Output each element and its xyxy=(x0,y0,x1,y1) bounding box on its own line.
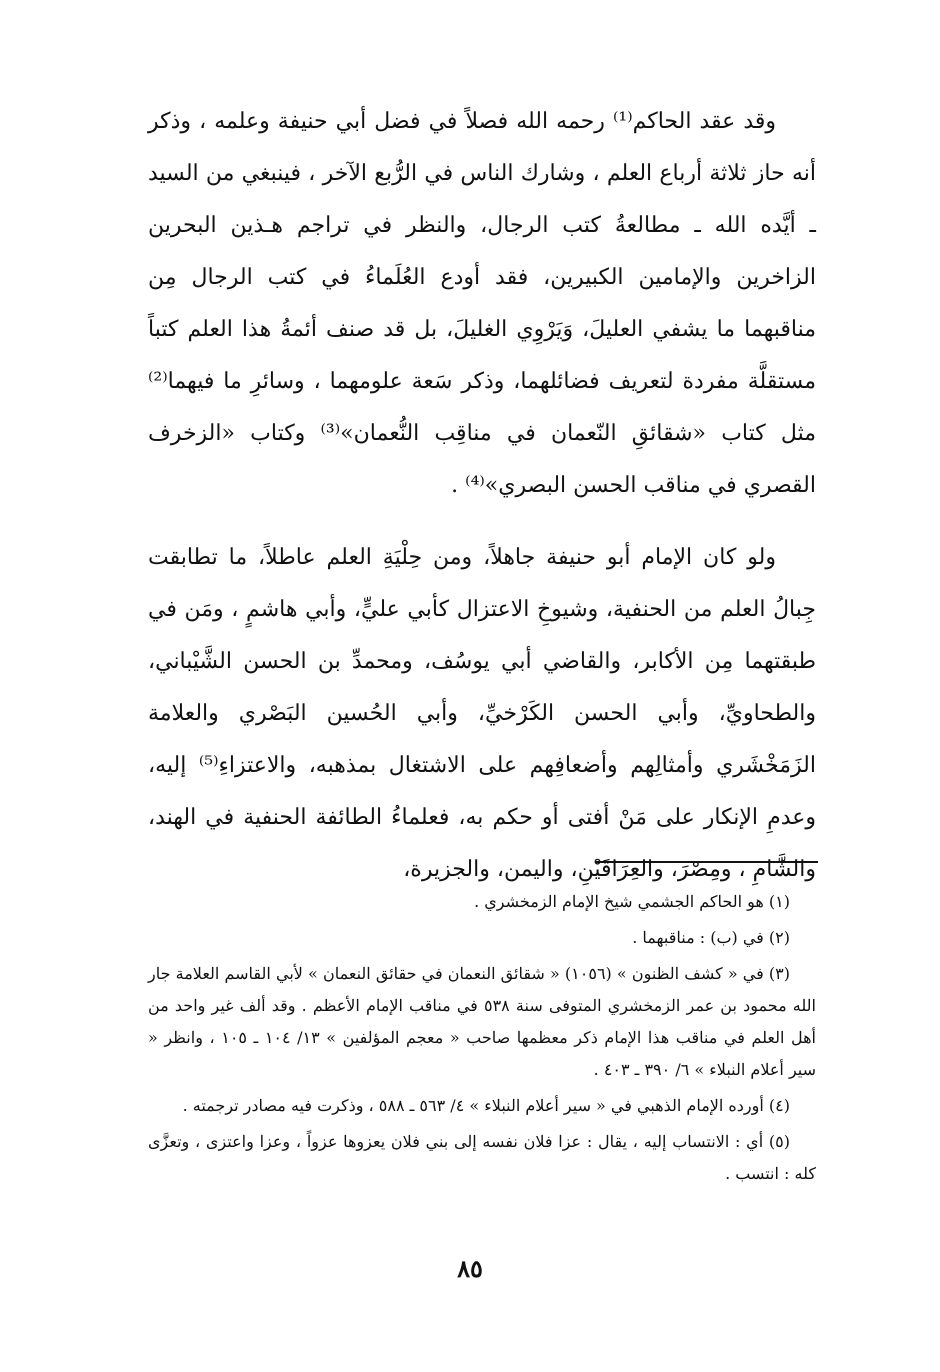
footnotes xyxy=(148,886,816,1194)
footnote-2: (٢) في (ب) : مناقبهما . xyxy=(632,928,790,947)
main-text xyxy=(148,96,816,896)
paragraph-2: ولو كان الإمام أبو حنيفة جاهلاً، ومن حِلْيَةِ العلم عاطلاً، ما تطابقت جِبالُ العلم من الحنفية، وشيوخِ الاعتزال كأبي عليٍّ، وأبي هاشمٍ ، ومَن في طبقتهما مِن الأكابر، والقاضي أبي يوسُف، ومحمدِّ بن الحسن الشَّيْباني، والطحاويِّ، وأبي الحسن الكَرْخيِّ، وأبي الحُسين البَصْري والعلامة الزَمَخْشَري وأمثالِهم وأضعافِهم على الاشتغال بمذهبه، والاعتزاءِ⁽⁵⁾ إليه، وعدمِ الإنكار على مَنْ أفتى أو حكم به، فعلماءُ الطائفة الحنفية في الهند، والشَّامِ ، ومِصْرَ، والعِرَاقَيْنِ، واليمن، والجزيرة، xyxy=(148,545,816,882)
footnote-1: (١) هو الحاكم الجشمي شيخ الإمام الزمخشري . xyxy=(474,892,790,911)
footnote-4: (٤) أورده الإمام الذهبي في « سير أعلام النبلاء » ٤/ ٥٦٣ ـ ٥٨٨ ، وذكرت فيه مصادر ترجمته . xyxy=(182,1096,790,1115)
page-number: ٨٥ xyxy=(457,1254,483,1283)
footnote-5: (٥) أي : الانتساب إليه ، يقال : عزا فلان نفسه إلى بني فلان يعزوها عزواً ، وعزا واعتزى ، وتعزَّى كله : انتسب . xyxy=(148,1132,816,1183)
footnote-3: (٣) في « كشف الظنون » (١٠٥٦) « شقائق النعمان في حقائق النعمان » لأبي القاسم العلامة جار الله محمود بن عمر الزمخشري المتوفى سنة ٥٣٨ في مناقب الإمام الأعظم . وقد ألف غير واحد من أهل العلم في مناقب هذا الإمام ذكر معظمها صاحب « معجم المؤلفين » ١٣/ ١٠٤ ـ ١٠٥ ، وانظر « سير أعلام النبلاء » ٦/ ٣٩٠ ـ ٤٠٣ . xyxy=(148,964,817,1079)
paragraph-1: وقد عقد الحاكم⁽¹⁾ رحمه الله فصلاً في فضل أبي حنيفة وعلمه ، وذكر أنه حاز ثلاثة أرباع العلم ، وشارك الناس في الرُّبع الآخر ، فينبغي من السيد ـ أيَّده الله ـ مطالعةُ كتب الرجال، والنظر في تراجم هـذين البحرين الزاخرين والإمامين الكبيرين، فقد أودع العُلَماءُ في كتب الرجال مِن مناقبهما ما يشفي العليلَ، وَيَرْوِي الغليلَ، بل قد صنف أئمةُ هذا العلم كتباً مستقلَّة مفردة لتعريف فضائلهما، وذكر سَعة علومهما ، وسائرِ ما فيهما⁽²⁾ مثل كتاب «شقائقِ النّعمان في مناقِب النُّعمان»⁽³⁾ وكتاب «الزخرف القصري في مناقب الحسن البصري»⁽⁴⁾ . xyxy=(148,109,816,498)
footnote-separator xyxy=(596,861,818,863)
